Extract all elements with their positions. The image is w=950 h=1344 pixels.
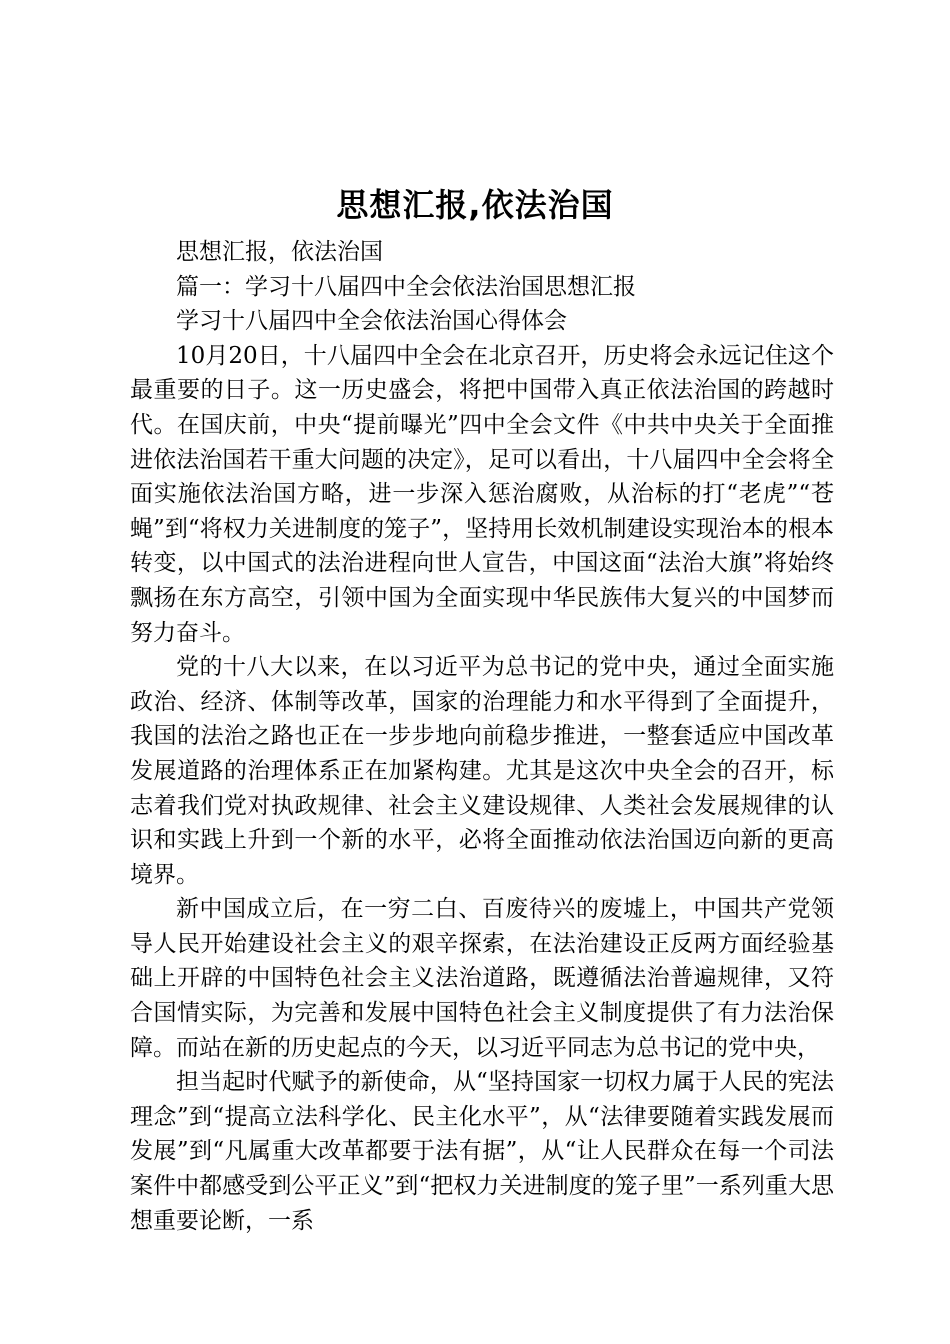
paragraph-chapter-title: 篇一：学习十八届四中全会依法治国思想汇报 (176, 273, 636, 300)
paragraph-body: 新中国成立后，在一穷二白、百废待兴的废墟上，中国共产党领导人民开始建设社会主义的艰辛探索，在法治建设正反两方面经验基础上开辟的中国特色社会主义法治道路，既遵循法治普遍规律，又符合国情实际，为完善和发展中国特色社会主义制度提供了有力法治保障。而站在新的历史起点的今天，以习近平同志为总书记的党中央， (130, 896, 834, 1061)
paragraph-body: 担当起时代赋予的新使命，从“坚持国家一切权力属于人民的宪法理念”到“提高立法科学化、民主化水平”，从“法律要随着实践发展而发展”到“凡属重大改革都要于法有据”，从“让人民群众在每一个司法案件中都感受到公平正义”到“把权力关进制度的笼子里”一系列重大思想重要论断，一系 (130, 1069, 834, 1234)
document-title: 思想汇报,依法治国 (336, 186, 614, 224)
document-body (130, 235, 834, 1238)
paragraph-body: 党的十八大以来，在以习近平为总书记的党中央，通过全面实施政治、经济、体制等改革，国家的治理能力和水平得到了全面提升，我国的法治之路也正在一步步地向前稳步推进，一整套适应中国改革发展道路的治理体系正在加紧构建。尤其是这次中央全会的召开，标志着我们党对执政规律、社会主义建设规律、人类社会发展规律的认识和实践上升到一个新的水平，必将全面推动依法治国迈向新的更高境界。 (130, 654, 834, 888)
paragraph-subtitle: 学习十八届四中全会依法治国心得体会 (176, 308, 567, 335)
paragraph-body: 10月20日，十八届四中全会在北京召开，历史将会永远记住这个最重要的日子。这一历史盛会，将把中国带入真正依法治国的跨越时代。在国庆前，中央“提前曝光”四中全会文件《中共中央关于全面推进依法治国若干重大问题的决定》，足可以看出，十八届四中全会将全面实施依法治国方略，进一步深入惩治腐败，从治标的打“老虎”“苍蝇”到“将权力关进制度的笼子”，坚持用长效机制建设实现治本的根本转变，以中国式的法治进程向世人宣告，中国这面“法治大旗”将始终飘扬在东方高空，引领中国为全面实现中华民族伟大复兴的中国梦而努力奋斗。 (130, 342, 834, 646)
paragraph-heading-repeat: 思想汇报，依法治国 (176, 239, 383, 265)
